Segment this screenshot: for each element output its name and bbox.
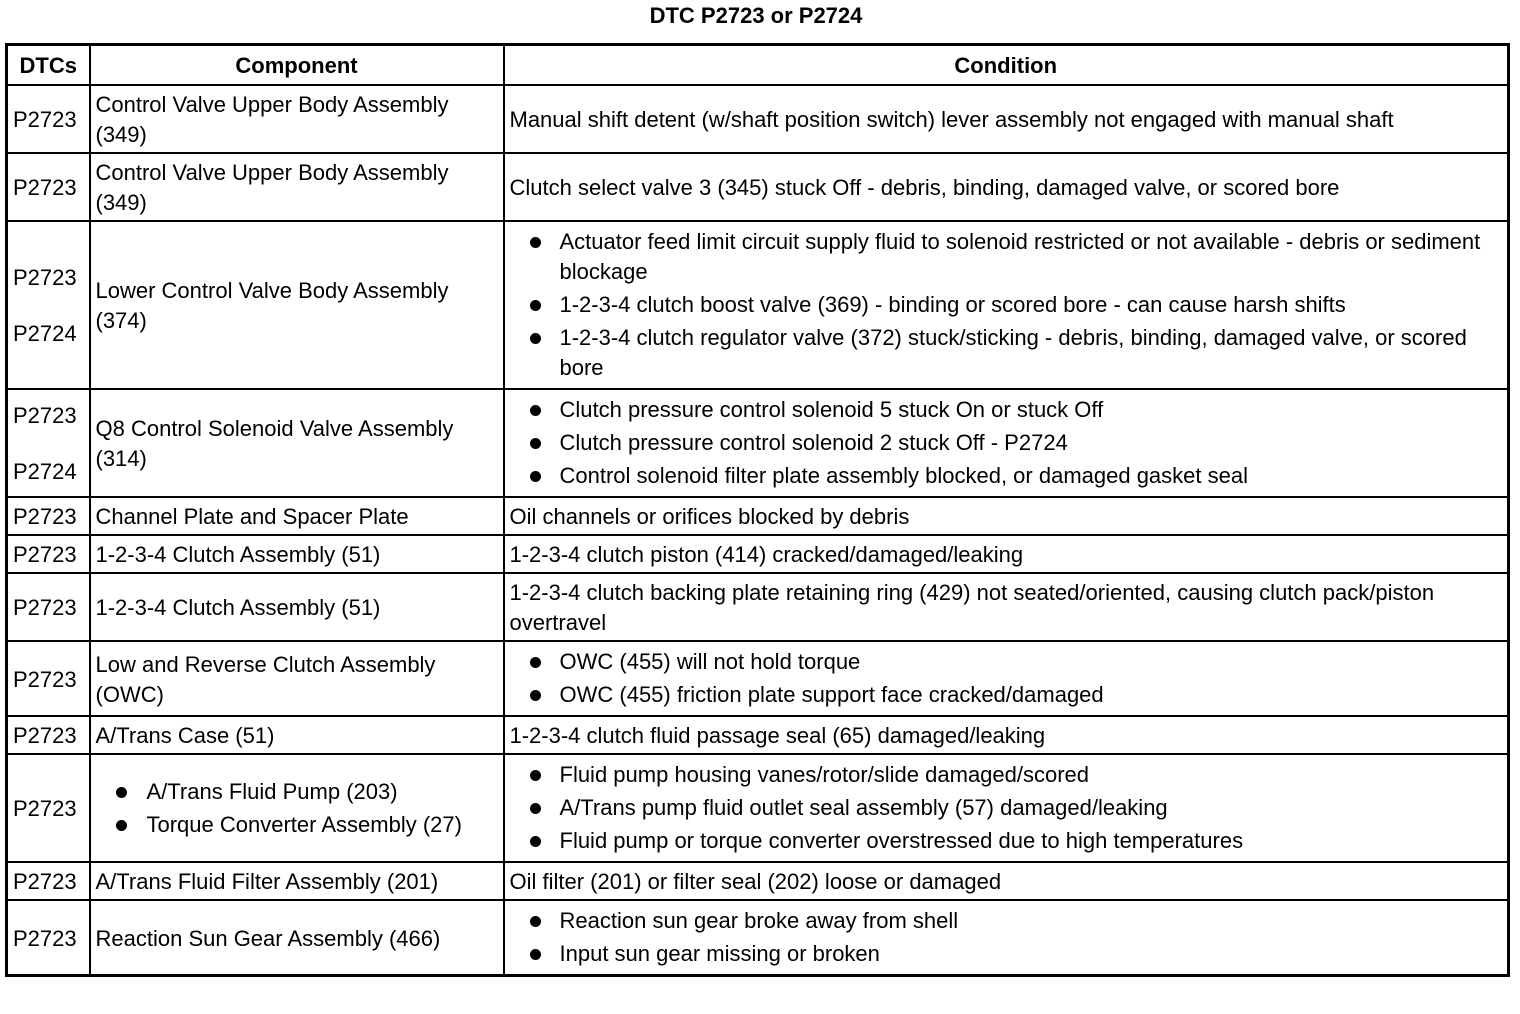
table-row — [7, 535, 1509, 573]
header-dtcs: DTCs — [7, 45, 90, 86]
condition-cell: Oil channels or orifices blocked by debris — [504, 497, 1509, 535]
header-component: Component — [90, 45, 504, 86]
dtc-code: P2723 — [13, 403, 77, 428]
dtc-cell — [7, 221, 90, 389]
condition-cell: Oil filter (201) or filter seal (202) loose or damaged — [504, 862, 1509, 900]
dtc-cell — [7, 754, 90, 862]
component-cell: Control Valve Upper Body Assembly (349) — [90, 153, 504, 221]
dtc-cell — [7, 573, 90, 641]
dtc-cell — [7, 716, 90, 754]
table-row — [7, 862, 1509, 900]
condition-cell — [504, 641, 1509, 716]
condition-item: Control solenoid filter plate assembly blocked, or damaged gasket seal — [510, 461, 1504, 491]
dtc-code: P2723 — [13, 925, 77, 951]
condition-item: Input sun gear missing or broken — [510, 939, 1504, 969]
component-cell: A/Trans Fluid Filter Assembly (201) — [90, 862, 504, 900]
dtc-cell — [7, 85, 90, 153]
dtc-cell — [7, 497, 90, 535]
dtc-code: P2723 — [13, 666, 77, 692]
component-cell: Q8 Control Solenoid Valve Assembly (314) — [90, 389, 504, 497]
dtc-code: P2723 — [13, 869, 77, 894]
table-row — [7, 497, 1509, 535]
header-condition: Condition — [504, 45, 1509, 86]
component-cell: Control Valve Upper Body Assembly (349) — [90, 85, 504, 153]
table-row — [7, 389, 1509, 497]
dtc-code: P2723 — [13, 723, 77, 748]
condition-item: Fluid pump or torque converter overstressed due to high temperatures — [510, 826, 1504, 856]
condition-list — [510, 647, 1504, 710]
dtc-code: P2723 — [13, 175, 77, 200]
component-item: Torque Converter Assembly (27) — [96, 810, 499, 840]
component-cell: Channel Plate and Spacer Plate — [90, 497, 504, 535]
condition-item: Reaction sun gear broke away from shell — [510, 906, 1504, 936]
header-row — [7, 45, 1509, 86]
dtc-cell — [7, 153, 90, 221]
table-row — [7, 716, 1509, 754]
dtc-code: P2724 — [13, 321, 77, 346]
dtc-cell — [7, 535, 90, 573]
component-cell — [90, 754, 504, 862]
dtc-code: P2723 — [13, 595, 77, 620]
dtc-code: P2724 — [13, 459, 77, 484]
condition-item: 1-2-3-4 clutch regulator valve (372) stuck/sticking - debris, binding, damaged valve, or scored bore — [510, 323, 1504, 383]
condition-cell: 1-2-3-4 clutch fluid passage seal (65) damaged/leaking — [504, 716, 1509, 754]
table-row — [7, 153, 1509, 221]
component-cell: 1-2-3-4 Clutch Assembly (51) — [90, 535, 504, 573]
component-cell: A/Trans Case (51) — [90, 716, 504, 754]
condition-item: Clutch pressure control solenoid 2 stuck Off - P2724 — [510, 428, 1504, 458]
component-cell: Lower Control Valve Body Assembly (374) — [90, 221, 504, 389]
table-row — [7, 573, 1509, 641]
dtc-cell — [7, 389, 90, 497]
condition-item: Fluid pump housing vanes/rotor/slide damaged/scored — [510, 760, 1504, 790]
condition-item: Actuator feed limit circuit supply fluid to solenoid restricted or not available - debris or sediment blockage — [510, 227, 1504, 287]
condition-list — [510, 760, 1504, 856]
condition-cell — [504, 754, 1509, 862]
condition-cell: 1-2-3-4 clutch piston (414) cracked/damaged/leaking — [504, 535, 1509, 573]
dtc-code: P2723 — [13, 107, 77, 132]
condition-cell — [504, 900, 1509, 976]
component-cell: Reaction Sun Gear Assembly (466) — [90, 900, 504, 976]
condition-item: Clutch pressure control solenoid 5 stuck On or stuck Off — [510, 395, 1504, 425]
condition-item: OWC (455) will not hold torque — [510, 647, 1504, 677]
condition-list — [510, 906, 1504, 969]
condition-cell: Manual shift detent (w/shaft position switch) lever assembly not engaged with manual shaft — [504, 85, 1509, 153]
page-title: DTC P2723 or P2724 — [649, 3, 863, 28]
condition-item: 1-2-3-4 clutch boost valve (369) - binding or scored bore - can cause harsh shifts — [510, 290, 1504, 320]
dtc-cell — [7, 900, 90, 976]
component-cell: 1-2-3-4 Clutch Assembly (51) — [90, 573, 504, 641]
condition-cell: 1-2-3-4 clutch backing plate retaining ring (429) not seated/oriented, causing clutch pack/piston overtravel — [504, 573, 1509, 641]
condition-cell — [504, 389, 1509, 497]
dtc-code: P2723 — [13, 542, 77, 567]
table-row — [7, 754, 1509, 862]
table-row — [7, 641, 1509, 716]
condition-list — [510, 395, 1504, 491]
dtc-cell — [7, 862, 90, 900]
condition-cell: Clutch select valve 3 (345) stuck Off - debris, binding, damaged valve, or scored bore — [504, 153, 1509, 221]
condition-cell — [504, 221, 1509, 389]
table-row — [7, 221, 1509, 389]
component-item: A/Trans Fluid Pump (203) — [96, 777, 499, 807]
dtc-table — [5, 43, 1510, 977]
condition-item: OWC (455) friction plate support face cracked/damaged — [510, 680, 1504, 710]
dtc-code: P2723 — [13, 265, 77, 290]
component-list — [96, 777, 499, 840]
dtc-code: P2723 — [13, 796, 77, 821]
dtc-cell — [7, 641, 90, 716]
table-row — [7, 85, 1509, 153]
table-row — [7, 900, 1509, 976]
condition-item: A/Trans pump fluid outlet seal assembly (57) damaged/leaking — [510, 793, 1504, 823]
component-cell: Low and Reverse Clutch Assembly (OWC) — [90, 641, 504, 716]
condition-list — [510, 227, 1504, 383]
dtc-code: P2723 — [13, 504, 77, 529]
